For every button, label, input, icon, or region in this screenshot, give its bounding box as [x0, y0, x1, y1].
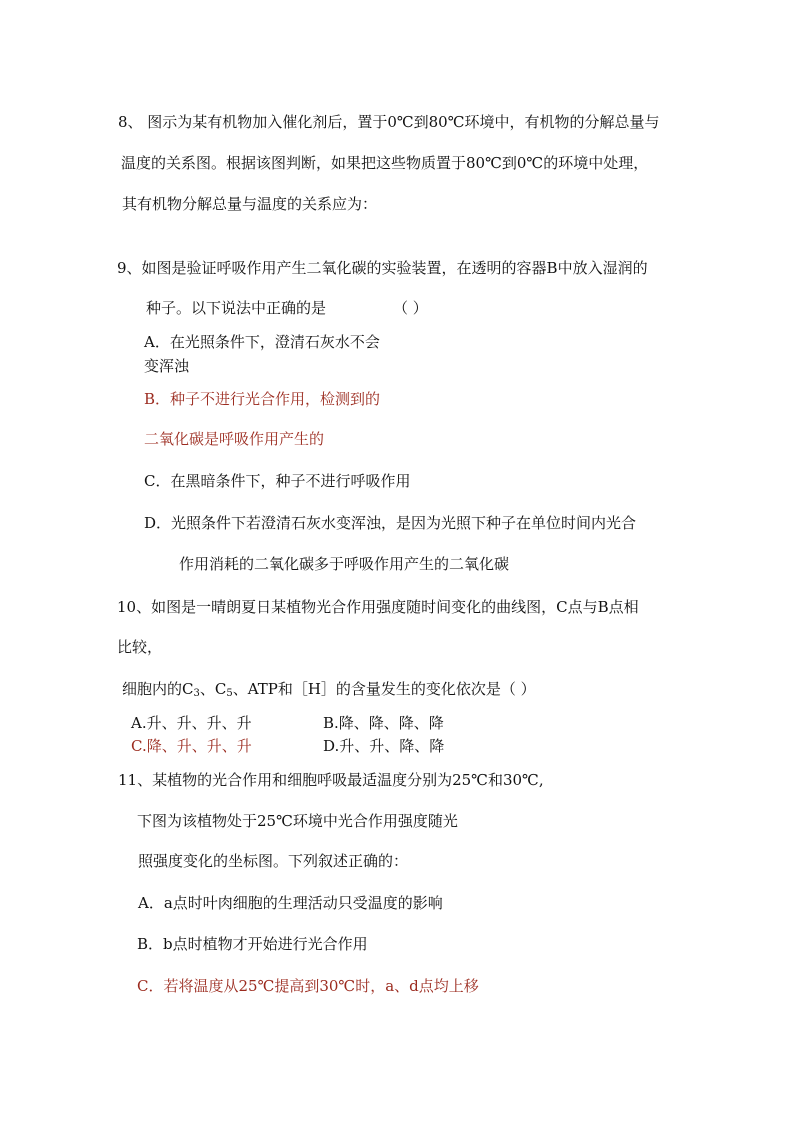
q9-option-b-line2: 二氧化碳是呼吸作用产生的 [144, 430, 325, 448]
q8-line2: 温度的关系图。根据该图判断，如果把这些物质置于80℃到0℃的环境中处理， [121, 154, 649, 172]
q9-line1: 9、如图是验证呼吸作用产生二氧化碳的实验装置，在透明的容器B中放入湿润的 [117, 259, 648, 277]
q9-option-c: C．在黑暗条件下，种子不进行呼吸作用 [144, 472, 411, 490]
q10-option-a: A.升、升、升、升 [131, 714, 252, 732]
q11-line3: 照强度变化的坐标图。下列叙述正确的： [138, 852, 409, 870]
q10-option-b: B.降、降、降、降 [323, 714, 444, 732]
q11-line2: 下图为该植物处于25℃环境中光合作用强度随光 [137, 812, 458, 830]
q11-option-c: C．若将温度从25℃提高到30℃时，a、d点均上移 [137, 977, 479, 995]
q10-line2: 比较， [117, 638, 163, 656]
q11-option-b: B．b点时植物才开始进行光合作用 [137, 935, 368, 953]
q10-line1: 10、如图是一晴朗夏日某植物光合作用强度随时间变化的曲线图，C点与B点相 [117, 598, 639, 616]
q8-line1: 8、 图示为某有机物加入催化剂后，置于0℃到80℃环境中，有机物的分解总量与 [118, 113, 660, 131]
c5-subscript: 5 [226, 688, 233, 699]
q8-line3: 其有机物分解总量与温度的关系应为： [122, 195, 378, 213]
q9-option-b-line1: B．种子不进行光合作用，检测到的 [144, 390, 381, 408]
q9-option-d-line2: 作用消耗的二氧化碳多于呼吸作用产生的二氧化碳 [179, 555, 510, 573]
q9-option-a-line2: 变浑浊 [144, 357, 190, 375]
q11-line1: 11、某植物的光合作用和细胞呼吸最适温度分别为25℃和30℃, [118, 771, 544, 789]
q9-answer-bracket: （ ） [393, 299, 428, 317]
q10-option-d: D.升、升、降、降 [323, 737, 445, 755]
q9-option-d-line1: D．光照条件下若澄清石灰水变浑浊，是因为光照下种子在单位时间内光合 [144, 514, 637, 532]
q10-line3: 细胞内的$C_3$、$C_5$、ATP和［H］的含量发生的变化依次是（ ） [122, 680, 536, 699]
q9-line2: 种子。以下说法中正确的是 [146, 299, 327, 317]
q10-option-c: C.降、升、升、升 [131, 737, 252, 755]
q9-option-a-line1: A．在光照条件下，澄清石灰水不会 [144, 333, 380, 351]
q11-option-a: A．a点时叶肉细胞的生理活动只受温度的影响 [138, 894, 443, 912]
c3-subscript: 3 [193, 688, 200, 699]
